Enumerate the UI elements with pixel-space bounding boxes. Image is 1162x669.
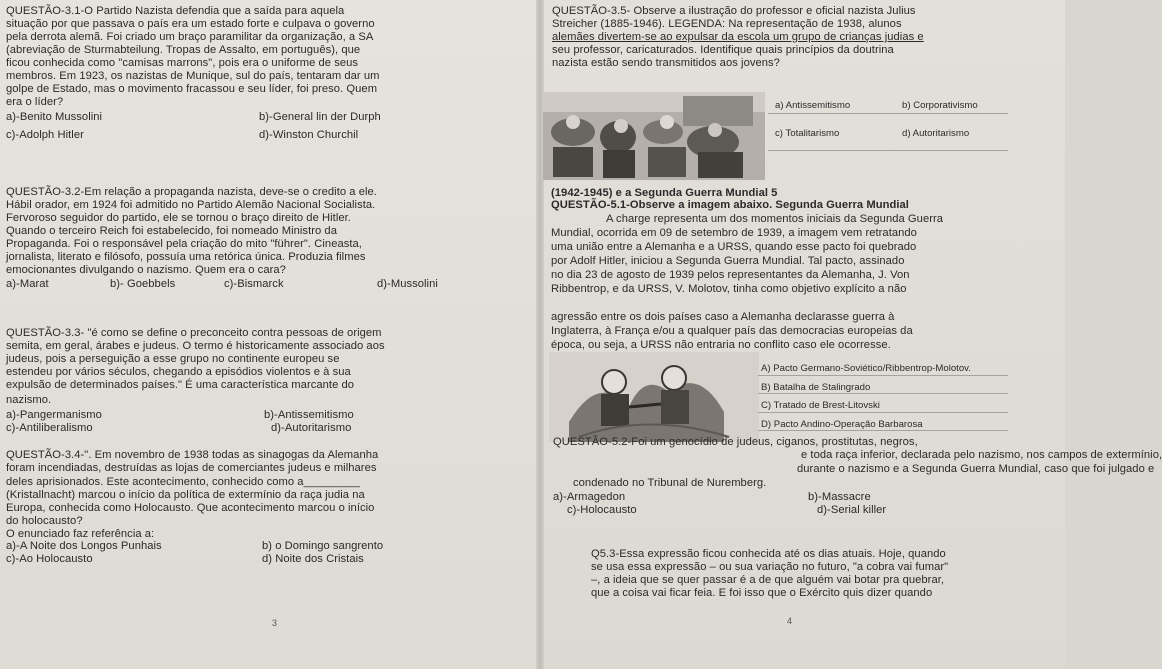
page-number-left: 3: [272, 618, 278, 628]
q51-line: por Adolf Hitler, iniciou a Segunda Guerra Mundial. Tal pacto, assinado: [551, 255, 905, 267]
q33-line: semita, em geral, árabes e judeus. O termo é historicamente associado aos: [6, 340, 385, 352]
q53-line: –, a ideia que se quer passar é a de que alguém vai botar pra quebrar,: [591, 574, 945, 586]
q34-line: QUESTÃO-3.4-". Em novembro de 1938 todas as sinagogas da Alemanha: [6, 449, 379, 461]
q33-line: estendeu por vários séculos, chegando a episódios violentos e à sua: [6, 366, 351, 378]
q52-option-a[interactable]: a)-Armagedon: [553, 491, 626, 503]
q34-line: foram incendiadas, destruídas as lojas de comerciantes judeus e milhares: [6, 462, 377, 474]
q34-option-c[interactable]: c)-Ao Holocausto: [6, 553, 93, 565]
q35-line: nazista estão sendo transmitidos aos jovens?: [552, 57, 780, 69]
q51-option-b[interactable]: B) Batalha de Stalingrado: [758, 382, 1008, 395]
q52-line: QUESTÃO-5.2-Foi um genocídio de judeus, ciganos, prostitutas, negros,: [553, 436, 918, 448]
q51-line: no dia 23 de agosto de 1939 pelos representantes da Alemanha, J. Von: [551, 269, 910, 281]
q32-line: Quando o terceiro Reich foi estabelecido, foi nomeado Ministro da: [6, 225, 337, 237]
q31-line: membros. Em 1923, os nazistas de Munique, sul do país, tentaram dar um: [6, 70, 380, 82]
section-title-text: (1942-1945) e a Segunda Guerra Mundial 5: [551, 187, 778, 199]
q31-option-a[interactable]: a)-Benito Mussolini: [6, 111, 103, 123]
q51-line: Inglaterra, à França e/ou a qualquer país das democracias europeias da: [551, 325, 913, 337]
q33-line: nazismo.: [6, 394, 52, 406]
q31-line: ficou conhecida como "camisas marrons", pois era o uniforme de seus: [6, 57, 359, 69]
q31-line: situação por que passava o país era um estado forte e culpava o governo: [6, 18, 375, 30]
q31-line: QUESTÃO-3.1-O Partido Nazista defendia que a saída para aquela: [6, 5, 345, 17]
q52-line: e toda raça inferior, declarada pelo nazismo, nos campos de extermínio,: [801, 449, 1162, 461]
q33-option-d[interactable]: d)-Autoritarismo: [271, 422, 352, 434]
q32-option-c[interactable]: c)-Bismarck: [224, 278, 284, 290]
q31-option-c[interactable]: c)-Adolph Hitler: [6, 129, 84, 141]
q33-line: QUESTÃO-3.3- "é como se define o preconceito contra pessoas de origem: [6, 327, 382, 339]
q34-line: Europa, conhecida como Holocausto. Que acontecimento marcou o início: [6, 502, 375, 514]
q51-line: época, ou seja, a URSS não entraria no conflito caso ele ocorresse.: [551, 339, 891, 351]
q51-option-d[interactable]: D) Pacto Andino-Operação Barbarosa: [758, 419, 1008, 432]
q33-option-b[interactable]: b)-Antissemitismo: [264, 409, 354, 421]
q52-option-d[interactable]: d)-Serial killer: [817, 504, 887, 516]
q31-option-b[interactable]: b)-General lin der Durph: [259, 111, 381, 123]
q34-line: (Kristallnacht) marcou o início da política de extermínio da raça judia na: [6, 489, 365, 501]
q33-option-c[interactable]: c)-Antiliberalismo: [6, 422, 93, 434]
q32-option-a[interactable]: a)-Marat: [6, 278, 49, 290]
q31-option-d[interactable]: d)-Winston Churchil: [259, 129, 359, 141]
q32-option-b[interactable]: b)- Goebbels: [110, 278, 176, 290]
q35-line: QUESTÃO-3.5- Observe a ilustração do professor e oficial nazista Julius: [552, 5, 916, 17]
q35-option-d[interactable]: d) Autoritarismo: [902, 128, 970, 139]
q53-line: Q5.3-Essa expressão ficou conhecida até os dias atuais. Hoje, quando: [591, 548, 946, 560]
q51-heading: QUESTÃO-5.1-Observe a imagem abaixo. Segunda Guerra Mundial: [551, 199, 909, 211]
q51-option-c[interactable]: C) Tratado de Brest-Litovski: [758, 400, 1008, 413]
q31-line: golpe de Estado, mas o movimento fracassou e seu líder, foi preso. Quem: [6, 83, 378, 95]
q31-line: (abreviação de Sturmabteilung. Tropas de Assalto, em português), que: [6, 44, 361, 56]
q52-line: durante o nazismo e a Segunda Guerra Mundial, caso que foi julgado e: [797, 463, 1155, 475]
q32-line: Hábil orador, em 1924 foi admitido no Partido Alemão Nacional Socialista.: [6, 199, 376, 211]
q34-line: deles aprisionados. Este acontecimento, conhecido como a_________: [6, 476, 361, 488]
q35-option-a[interactable]: a) Antissemitismo: [775, 100, 851, 111]
q51-line: uma união entre a Alemanha e a URSS, quando esse pacto foi quebrado: [551, 241, 917, 253]
q31-line: pela derrota alemã. Foi criado um braço paramilitar da organização, a SA: [6, 31, 374, 43]
q35-option-b[interactable]: b) Corporativismo: [902, 100, 978, 111]
q51-line: agressão entre os dois países caso a Alemanha declarasse guerra à: [551, 311, 895, 323]
q33-option-a[interactable]: a)-Pangermanismo: [6, 409, 102, 421]
q33-line: judeus, pois a perseguição a esse grupo no continente europeu se: [6, 353, 340, 365]
q51-options: [758, 363, 1008, 431]
q35-line: seu professor, caricaturados. Identifique quais princípios da doutrina: [552, 44, 894, 56]
q51-option-a[interactable]: A) Pacto Germano-Soviético/Ribbentrop-Molotov.: [758, 363, 1008, 376]
q52-option-c[interactable]: c)-Holocausto: [567, 504, 637, 516]
q34-line: do holocausto?: [6, 515, 83, 527]
q32-line: Propaganda. Foi o responsável pela criação do mito "führer". Cineasta,: [6, 238, 362, 250]
q53-line: que a coisa vai ficar feia. E foi isso que o Exército quis dizer quando: [591, 587, 933, 599]
q53-line: se usa essa expressão – ou sua variação no futuro, "a cobra vai fumar": [591, 561, 949, 573]
q51-line: A charge representa um dos momentos iniciais da Segunda Guerra: [606, 213, 944, 225]
q34-option-a[interactable]: a)-A Noite dos Longos Punhais: [6, 540, 162, 552]
q32-line: QUESTÃO-3.2-Em relação a propaganda nazista, deve-se o credito a ele.: [6, 186, 377, 198]
divider: [768, 113, 1008, 114]
q52-line: condenado no Tribunal de Nuremberg.: [573, 477, 767, 489]
school-expulsion-caricature-icon: [543, 92, 765, 180]
page-number-right: 4: [787, 616, 793, 626]
q32-line: jornalista, literato e filósofo, possuía uma retórica única. Produzia filmes: [6, 251, 366, 263]
streicher-illustration: [543, 92, 765, 180]
q32-line: Fervoroso seguidor do partido, ele se tornou o braço direito de Hitler.: [6, 212, 351, 224]
q35-option-c[interactable]: c) Totalitarismo: [775, 128, 840, 139]
q31-line: era o líder?: [6, 96, 64, 108]
q35-line: alemães divertem-se ao expulsar da escola um grupo de crianças judias e: [552, 31, 924, 43]
q34-option-b[interactable]: b) o Domingo sangrento: [262, 540, 384, 552]
q52-option-b[interactable]: b)-Massacre: [808, 491, 871, 503]
pact-cartoon-icon: [549, 352, 759, 442]
q32-line: emocionantes divulgando o nazismo. Quem era o cara?: [6, 264, 286, 276]
q51-line: Ribbentrop, e da URSS, V. Molotov, tinha como objetivo explícito a não: [551, 283, 907, 295]
q32-option-d[interactable]: d)-Mussolini: [377, 278, 438, 290]
q35-line: Streicher (1885-1946). LEGENDA: Na representação de 1938, alunos: [552, 18, 902, 30]
q34-line: O enunciado faz referência a:: [6, 528, 155, 540]
q51-line: Mundial, ocorrida em 09 de setembro de 1939, a imagem vem retratando: [551, 227, 917, 239]
divider: [768, 150, 1008, 151]
q33-line: expulsão de determinados países." É uma característica marcante do: [6, 379, 355, 391]
q34-option-d[interactable]: d) Noite dos Cristais: [262, 553, 364, 565]
hitler-stalin-cartoon: [549, 352, 759, 442]
